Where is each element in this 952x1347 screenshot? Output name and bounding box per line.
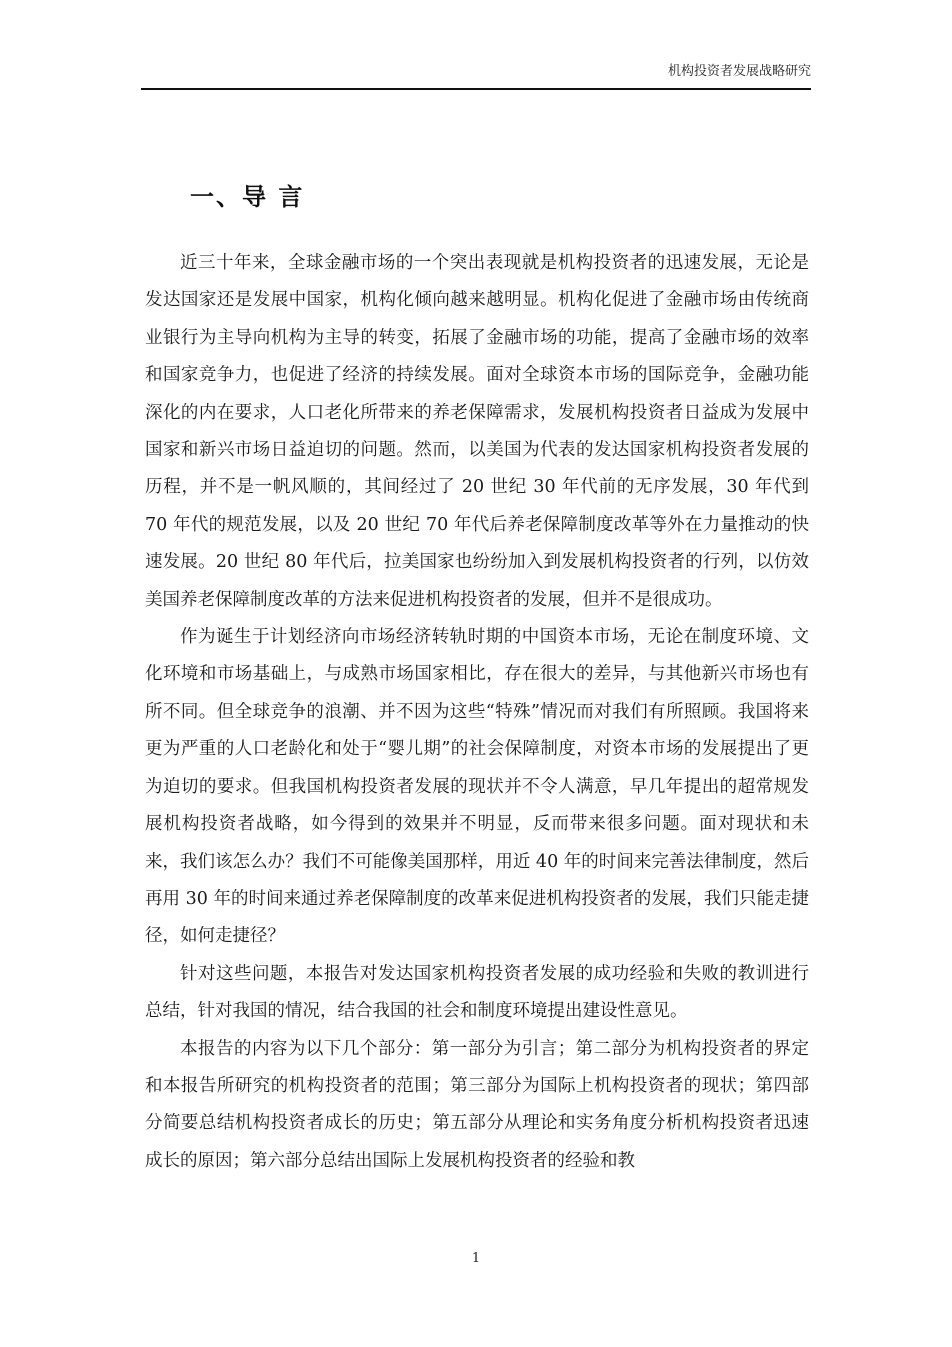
section-title: 一、导 言 [190,183,305,212]
header-divider [141,88,811,90]
paragraph-3: 针对这些问题，本报告对发达国家机构投资者发展的成功经验和失败的教训进行总结，针对我国的情况，结合我国的社会和制度环境提出建设性意见。 [145,963,809,1022]
body-text [145,245,809,1180]
paragraph-1: 近三十年来，全球金融市场的一个突出表现就是机构投资者的迅速发展，无论是发达国家还是发展中国家，机构化倾向越来越明显。机构化促进了金融市场由传统商业银行为主导向机构为主导的转变，拓展了金融市场的功能，提高了金融市场的效率和国家竞争力，也促进了经济的持续发展。面对全球资本市场的国际竞争，金融功能深化的内在要求，人口老化所带来的养老保障需求，发展机构投资者日益成为发展中国家和新兴市场日益迫切的问题。然而，以美国为代表的发达国家机构投资者发展的历程，并不是一帆风顺的，其间经过了 20 世纪 30 年代前的无序发展，30 年代到 70 年代的规范发展，以及 20 世纪 70 年代后养老保障制度改革等外在力量推动的快速发展。20 世纪 80 年代后，拉美国家也纷纷加入到发展机构投资者的行列，以仿效美国养老保障制度改革的方法来促进机构投资者的发展，但并不是很成功。 [145,253,809,610]
running-header-title: 机构投资者发展战略研究 [667,64,811,79]
page-number: 1 [471,1251,481,1266]
paragraph-2: 作为诞生于计划经济向市场经济转轨时期的中国资本市场，无论在制度环境、文化环境和市场基础上，与成熟市场国家相比，存在很大的差异，与其他新兴市场也有所不同。但全球竞争的浪潮、并不因为这些“特殊”情况而对我们有所照顾。我国将来更为严重的人口老龄化和处于“婴儿期”的社会保障制度，对资本市场的发展提出了更为迫切的要求。但我国机构投资者发展的现状并不令人满意，早几年提出的超常规发展机构投资者战略，如今得到的效果并不明显，反而带来很多问题。面对现状和未来，我们该怎么办？我们不可能像美国那样，用近 40 年的时间来完善法律制度，然后再用 30 年的时间来通过养老保障制度的改革来促进机构投资者的发展，我们只能走捷径，如何走捷径？ [145,627,809,947]
paragraph-4: 本报告的内容为以下几个部分：第一部分为引言；第二部分为机构投资者的界定和本报告所研究的机构投资者的范围；第三部分为国际上机构投资者的现状；第四部分简要总结机构投资者成长的历史；第五部分从理论和实务角度分析机构投资者迅速成长的原因；第六部分总结出国际上发展机构投资者的经验和教 [145,1038,809,1171]
